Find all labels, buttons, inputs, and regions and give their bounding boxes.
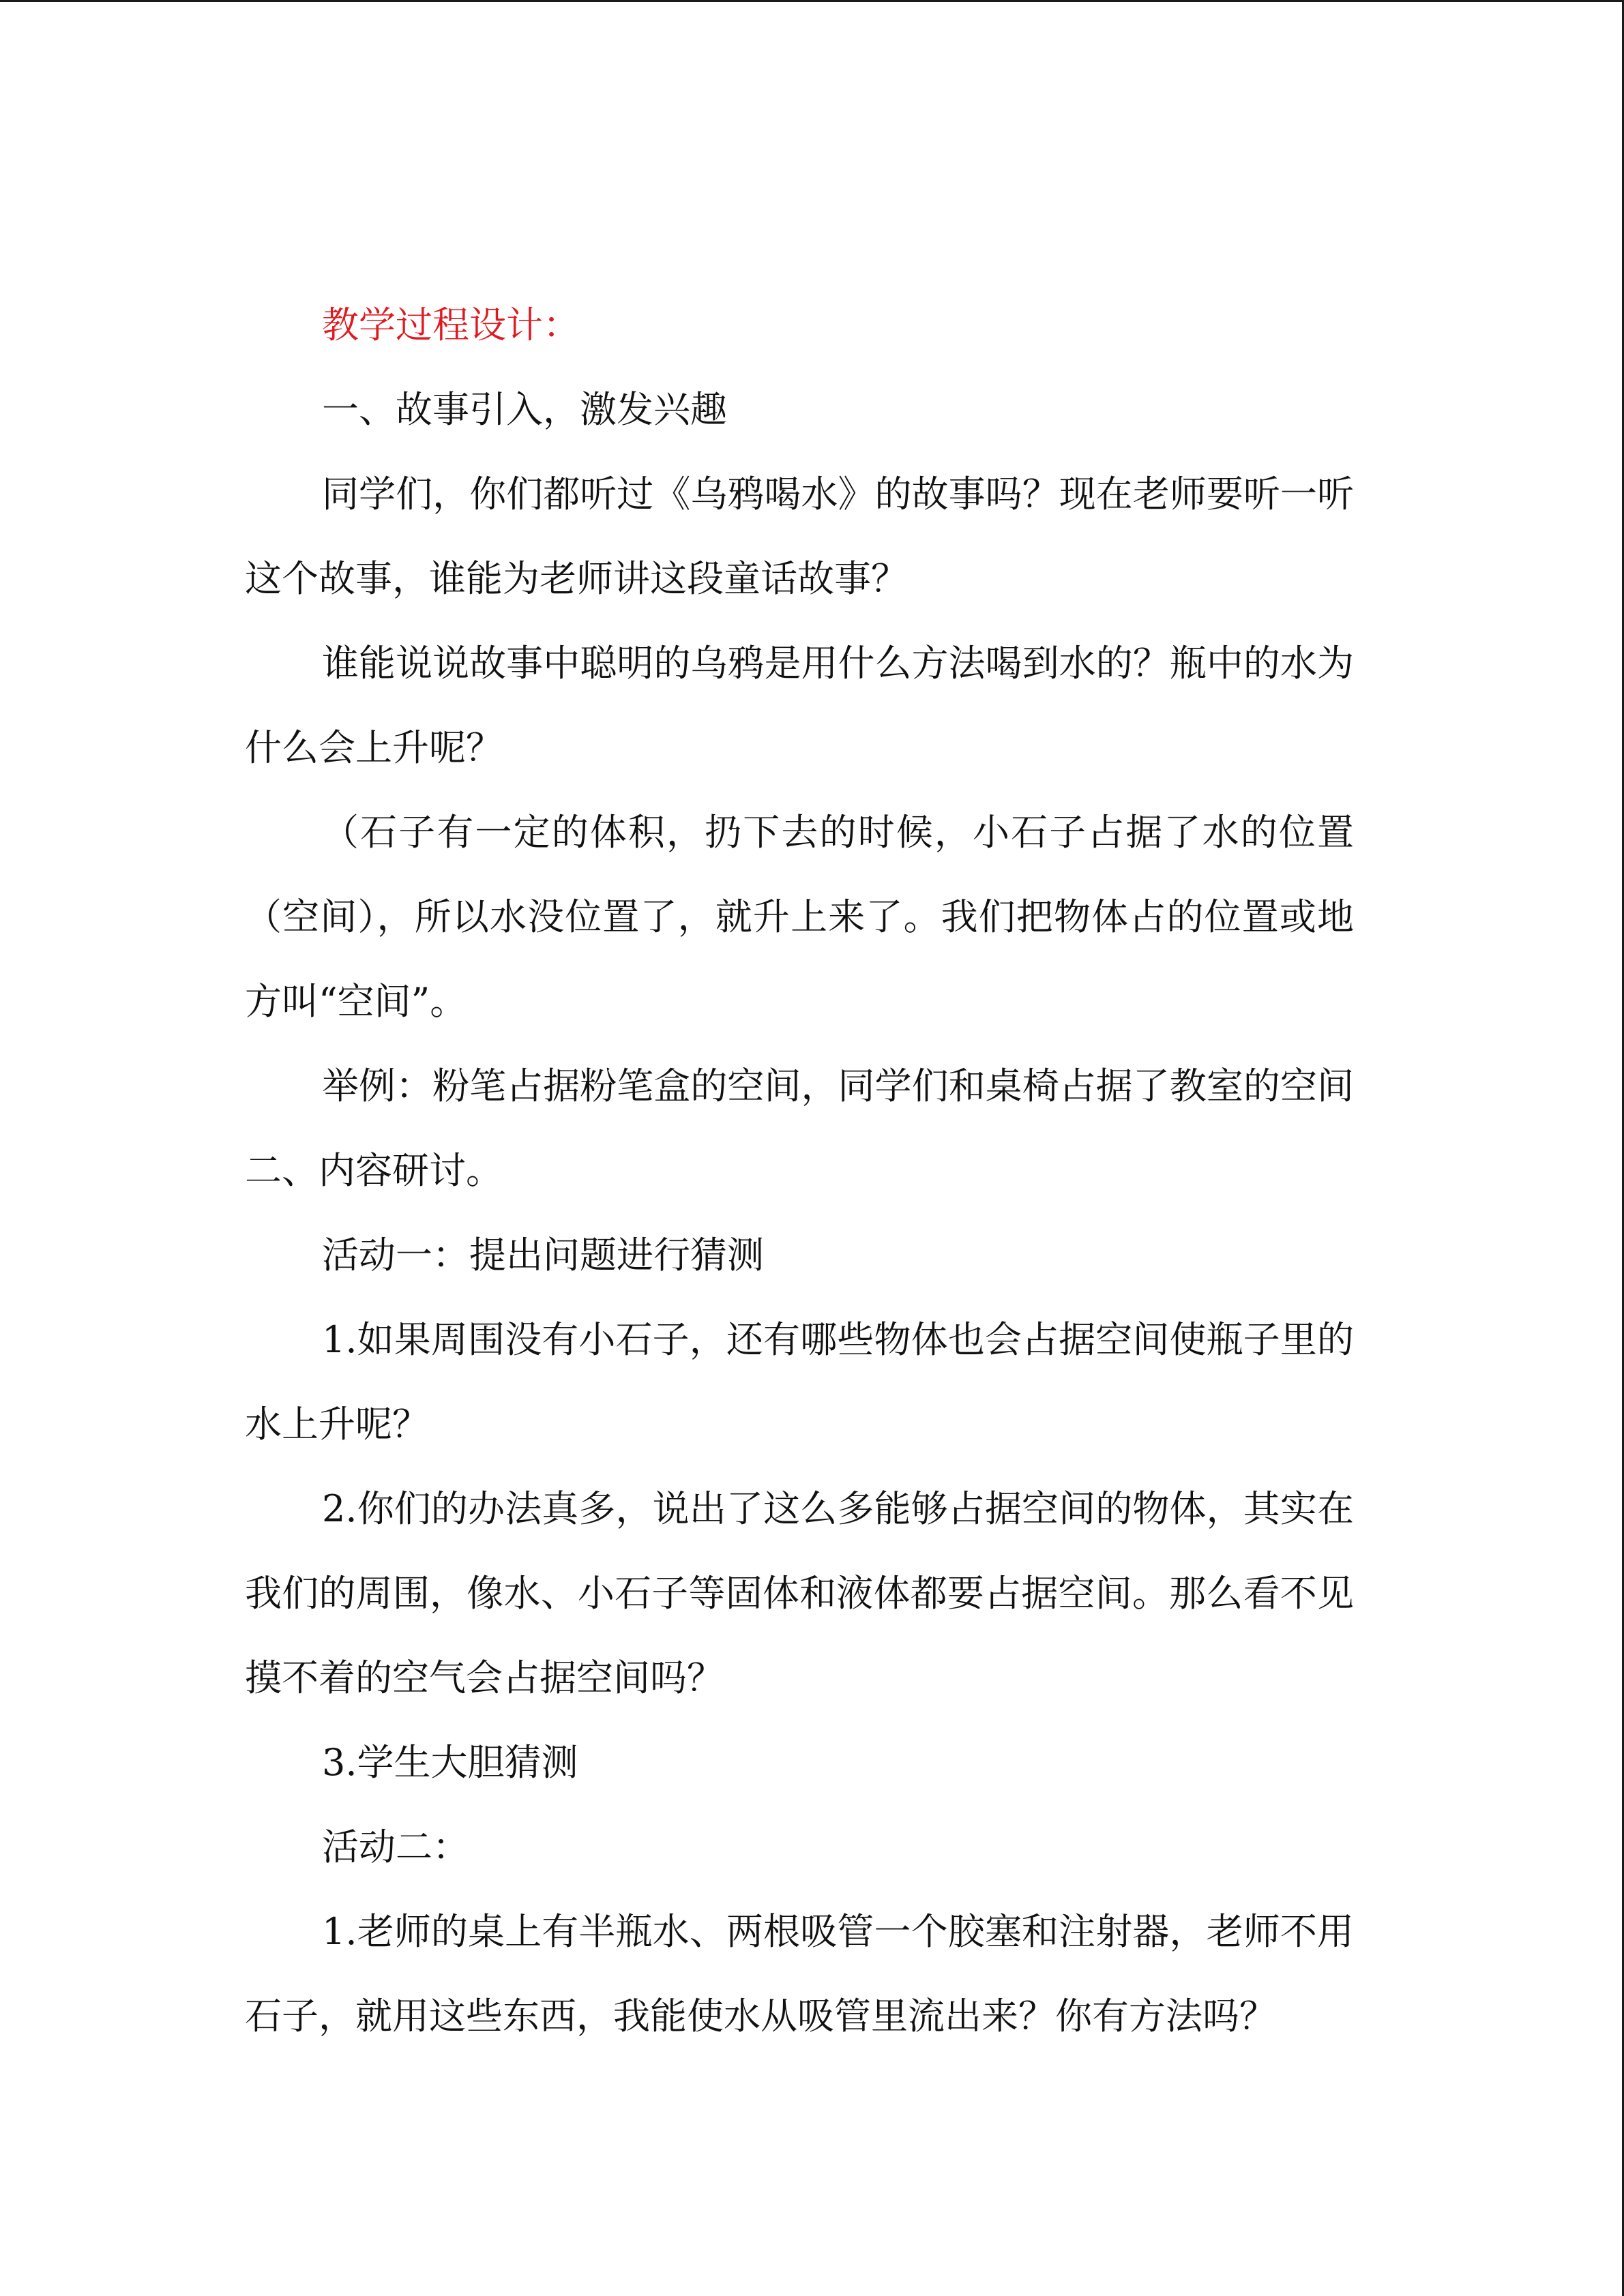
- paragraph-question-1: 1.如果周围没有小石子，还有哪些物体也会占据空间使瓶子里的水上升呢？: [245, 1318, 1354, 1446]
- document-body: [245, 283, 1354, 2059]
- paragraph-crow-method: 谁能说说故事中聪明的乌鸦是用什么方法喝到水的？瓶中的水为什么会上升呢？: [245, 642, 1354, 769]
- paragraph-story-question: 同学们，你们都听过《乌鸦喝水》的故事吗？现在老师要听一听这个故事，谁能为老师讲这段童话故事？: [245, 473, 1354, 600]
- paragraph-activity-two: 活动二：: [322, 1825, 469, 1868]
- paragraph-space-explanation: （石子有一定的体积，扔下去的时候，小石子占据了水的位置（空间），所以水没位置了，就升上来了。我们把物体占的位置或地方叫“空间”。: [245, 811, 1354, 1023]
- paragraph-question-2: 2.你们的办法真多，说出了这么多能够占据空间的物体，其实在我们的周围，像水、小石子等固体和液体都要占据空间。那么看不见摸不着的空气会占据空间吗？: [245, 1487, 1354, 1699]
- paragraph-question-3: 3.学生大胆猜测: [322, 1741, 578, 1784]
- section-title: 教学过程设计：: [322, 303, 580, 346]
- paragraph-story-intro-heading: 一、故事引入，激发兴趣: [322, 388, 727, 431]
- paragraph-activity-one: 活动一：提出问题进行猜测: [322, 1234, 764, 1277]
- paragraph-activity-two-item-1: 1.老师的桌上有半瓶水、两根吸管一个胶塞和注射器，老师不用石子，就用这些东西，我能使水从吸管里流出来？你有方法吗？: [245, 1910, 1354, 2038]
- paragraph-examples: 举例：粉笔占据粉笔盒的空间，同学们和桌椅占据了教室的空间二、内容研讨。: [245, 1064, 1354, 1192]
